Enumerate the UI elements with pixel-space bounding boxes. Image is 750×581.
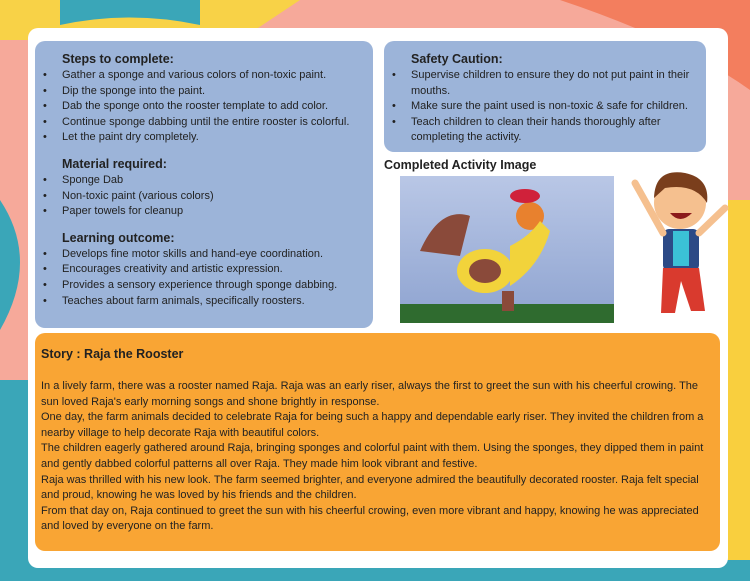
list-item: • Encourages creativity and artistic expression. — [35, 262, 369, 278]
list-item: • Continue sponge dabbing until the entire rooster is colorful. — [35, 115, 369, 131]
story-title: Story : Raja the Rooster — [41, 347, 184, 361]
materials-list — [35, 173, 369, 220]
steps-list — [35, 68, 369, 146]
learning-list — [35, 247, 369, 309]
list-item: • Dab the sponge onto the rooster template to add color. — [35, 99, 369, 115]
list-item: • Dip the sponge into the paint. — [35, 84, 369, 100]
learning-heading: Learning outcome: — [62, 230, 175, 245]
list-item: • Make sure the paint used is non-toxic & safe for children. — [384, 99, 698, 115]
safety-panel — [384, 41, 706, 152]
story-paragraph: One day, the farm animals decided to celebrate Raja for being such a happy and dependable early riser. They invited the children from a nearby village to help decorate Raja with beautiful colors. — [41, 411, 704, 439]
materials-heading: Material required: — [62, 156, 167, 171]
story-paragraph: The children eagerly gathered around Raja, bringing sponges and colorful paint with them. Using the sponges, they dipped them in paint and gently dabbed colorful patterns all over Raja. They made him look vibrant and festive. — [41, 442, 704, 470]
activity-image-title: Completed Activity Image — [384, 157, 537, 172]
list-item: • Sponge Dab — [35, 173, 369, 189]
instructions-panel — [35, 41, 373, 328]
list-item: • Supervise children to ensure they do not put paint in their mouths. — [384, 68, 698, 99]
list-item: • Paper towels for cleanup — [35, 204, 369, 220]
safety-list — [384, 68, 698, 146]
story-paragraph: From that day on, Raja continued to greet the sun with his cheerful crowing, even more vibrant and happy, knowing he was appreciated and loved by everyone on the farm. — [41, 504, 699, 533]
happy-boy-illustration — [625, 163, 735, 328]
story-paragraph: Raja was thrilled with his new look. The farm seemed brighter, and everyone admired the beautifully decorated rooster. Raja felt special and proud, knowing he was loved by his friends and the children. — [41, 473, 699, 502]
list-item: • Let the paint dry completely. — [35, 130, 369, 146]
media-area — [384, 173, 720, 323]
list-item: • Teach children to clean their hands thoroughly after completing the activity. — [384, 115, 698, 146]
list-item: • Provides a sensory experience through sponge dabbing. — [35, 278, 369, 294]
top-row — [35, 41, 720, 328]
right-column — [384, 41, 720, 323]
page-layout — [35, 41, 720, 551]
story-paragraph: In a lively farm, there was a rooster named Raja. Raja was an early riser, always the first to greet the sun with his cheerful crowing. The sun loved Raja's early morning songs and shone brightly in response. — [41, 380, 699, 408]
steps-heading: Steps to complete: — [62, 52, 174, 66]
list-item: • Develops fine motor skills and hand-eye coordination. — [35, 247, 369, 263]
list-item: • Non-toxic paint (various colors) — [35, 189, 369, 205]
list-item: • Teaches about farm animals, specifically roosters. — [35, 294, 369, 310]
story-panel — [35, 333, 720, 551]
rooster-painting-image — [400, 176, 614, 323]
safety-heading: Safety Caution: — [411, 52, 503, 66]
list-item: • Gather a sponge and various colors of non-toxic paint. — [35, 68, 369, 84]
